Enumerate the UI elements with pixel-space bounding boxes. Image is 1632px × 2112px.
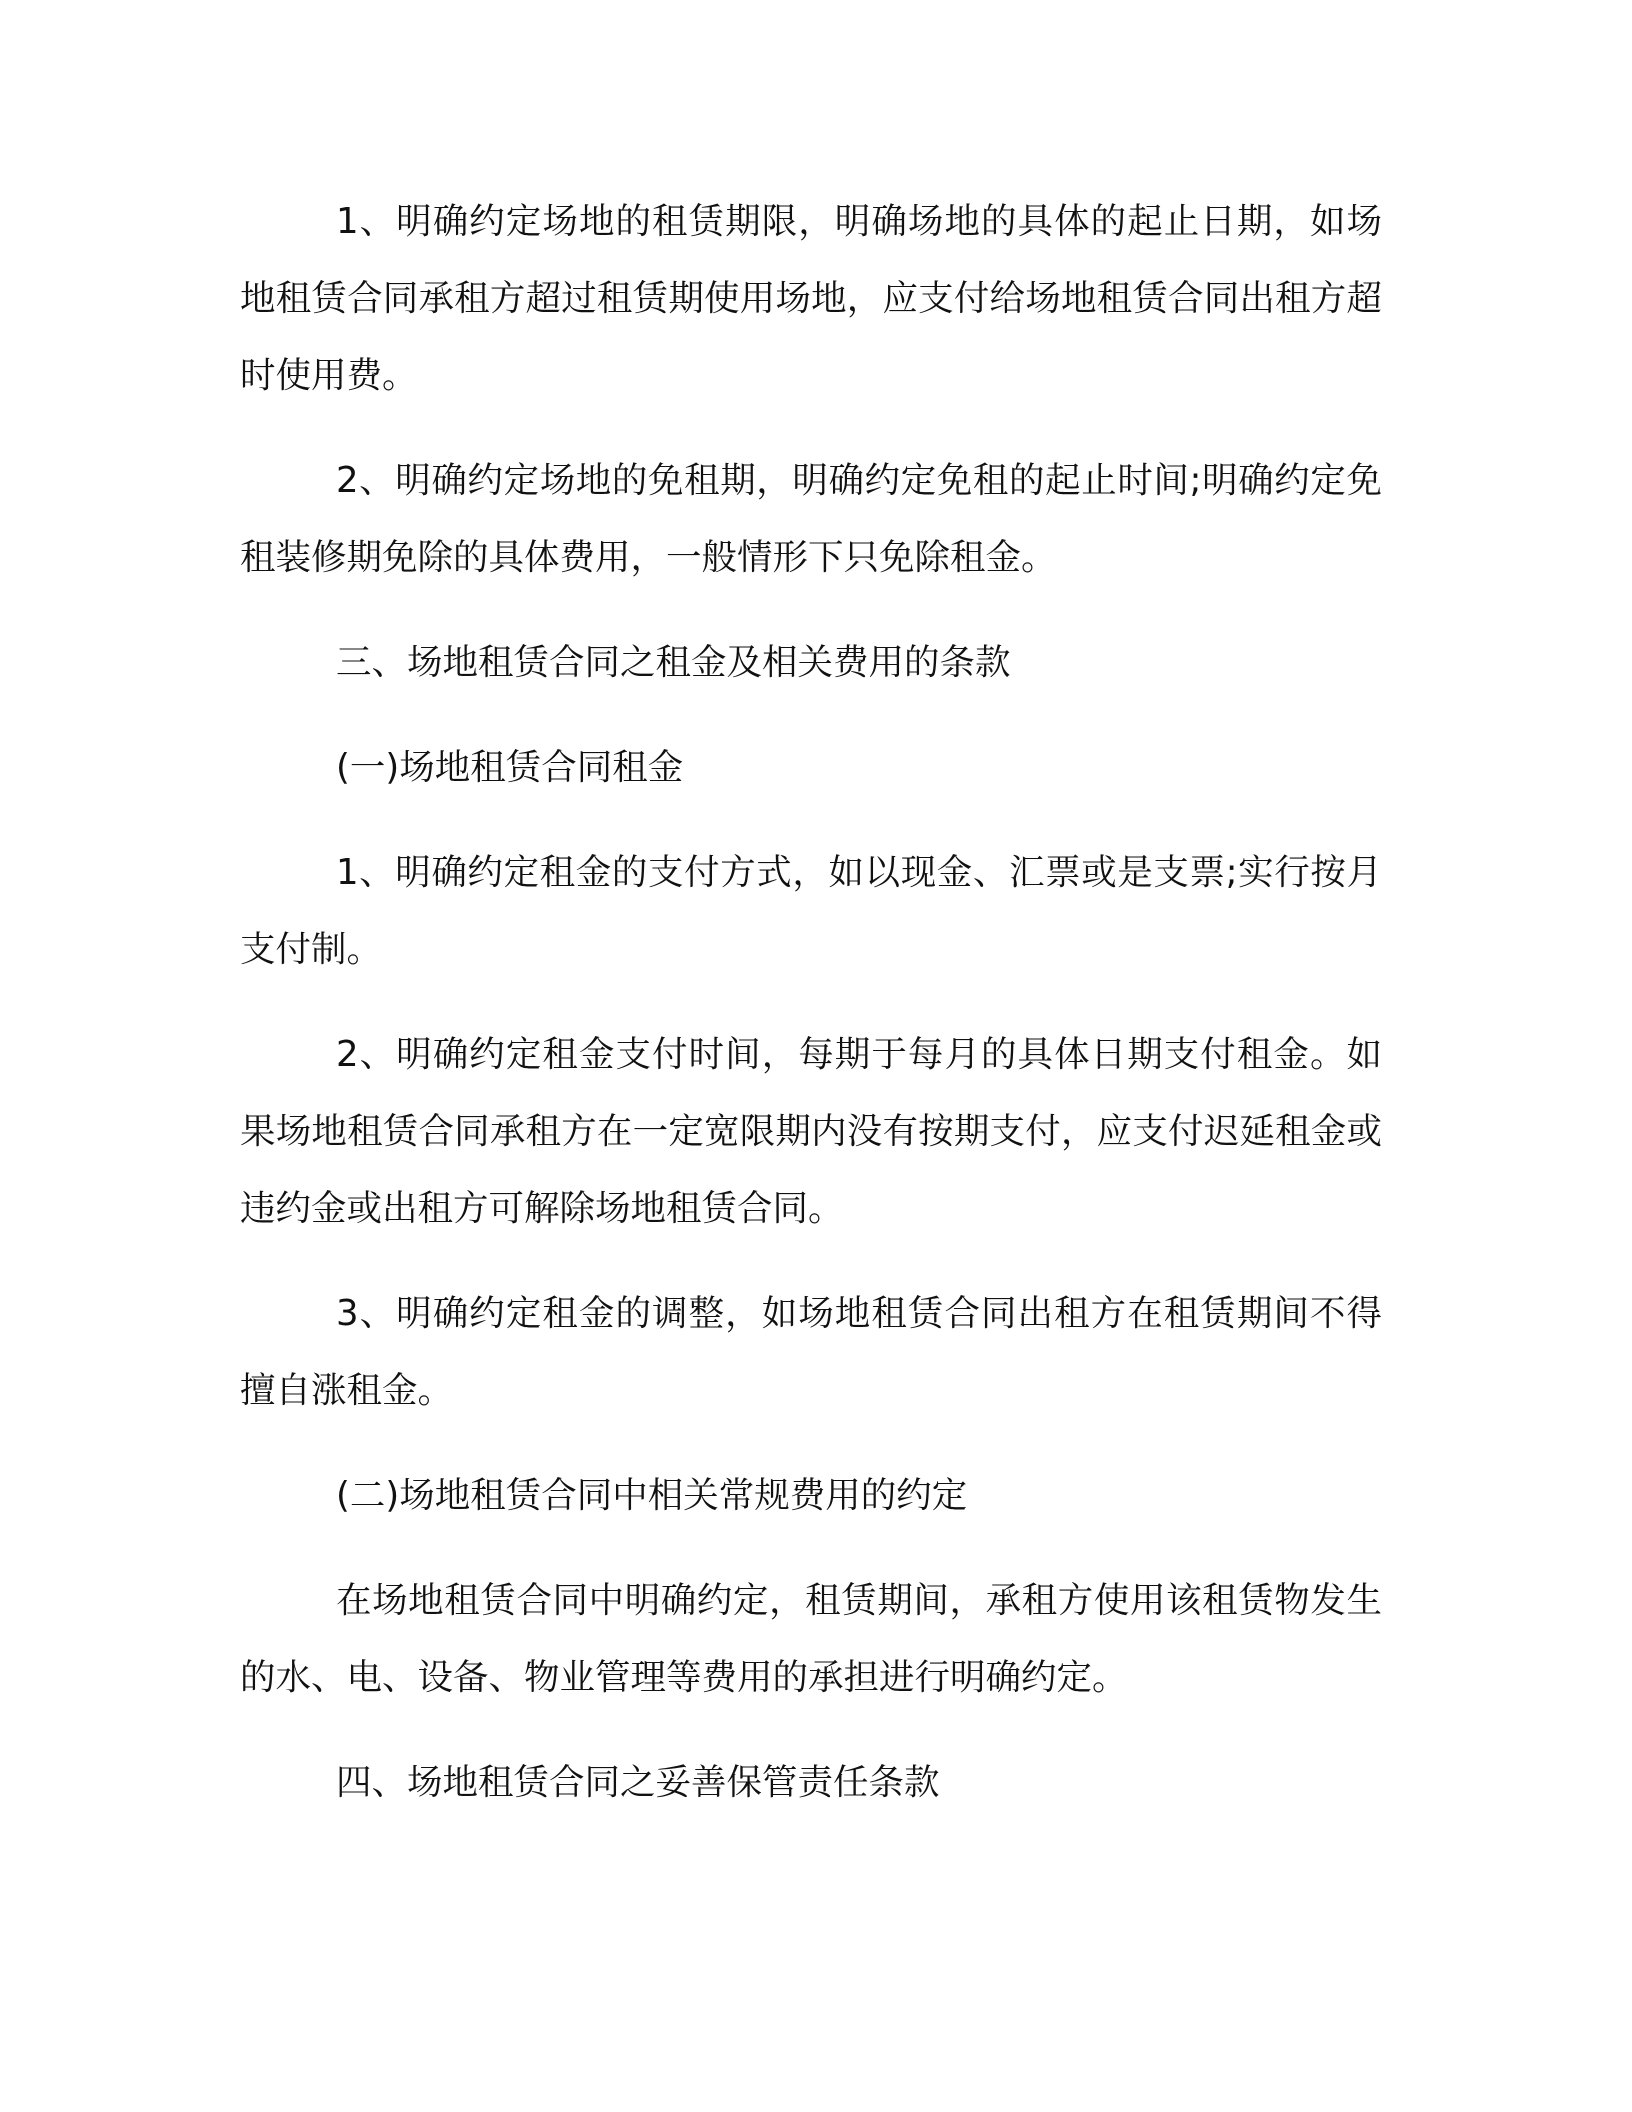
paragraph-lease-term: 1、明确约定场地的租赁期限，明确场地的具体的起止日期，如场地租赁合同承租方超过租赁期使用场地，应支付给场地租赁合同出租方超时使用费。	[240, 201, 1382, 396]
paragraph-payment-method: 1、明确约定租金的支付方式，如以现金、汇票或是支票;实行按月支付制。	[240, 852, 1382, 970]
paragraph-rent-adjustment: 3、明确约定租金的调整，如场地租赁合同出租方在租赁期间不得擅自涨租金。	[240, 1293, 1382, 1411]
subheading-rent: (一)场地租赁合同租金	[336, 747, 684, 788]
heading-section-three: 三、场地租赁合同之租金及相关费用的条款	[336, 642, 1011, 683]
subheading-regular-fees: (二)场地租赁合同中相关常规费用的约定	[336, 1475, 968, 1516]
paragraph-fees-agreement: 在场地租赁合同中明确约定，租赁期间，承租方使用该租赁物发生的水、电、设备、物业管理等费用的承担进行明确约定。	[240, 1580, 1382, 1698]
paragraph-rent-free-period: 2、明确约定场地的免租期，明确约定免租的起止时间;明确约定免租装修期免除的具体费用，一般情形下只免除租金。	[240, 460, 1382, 578]
paragraph-payment-time: 2、明确约定租金支付时间，每期于每月的具体日期支付租金。如果场地租赁合同承租方在一定宽限期内没有按期支付，应支付迟延租金或违约金或出租方可解除场地租赁合同。	[240, 1034, 1382, 1229]
heading-section-four: 四、场地租赁合同之妥善保管责任条款	[336, 1762, 940, 1803]
